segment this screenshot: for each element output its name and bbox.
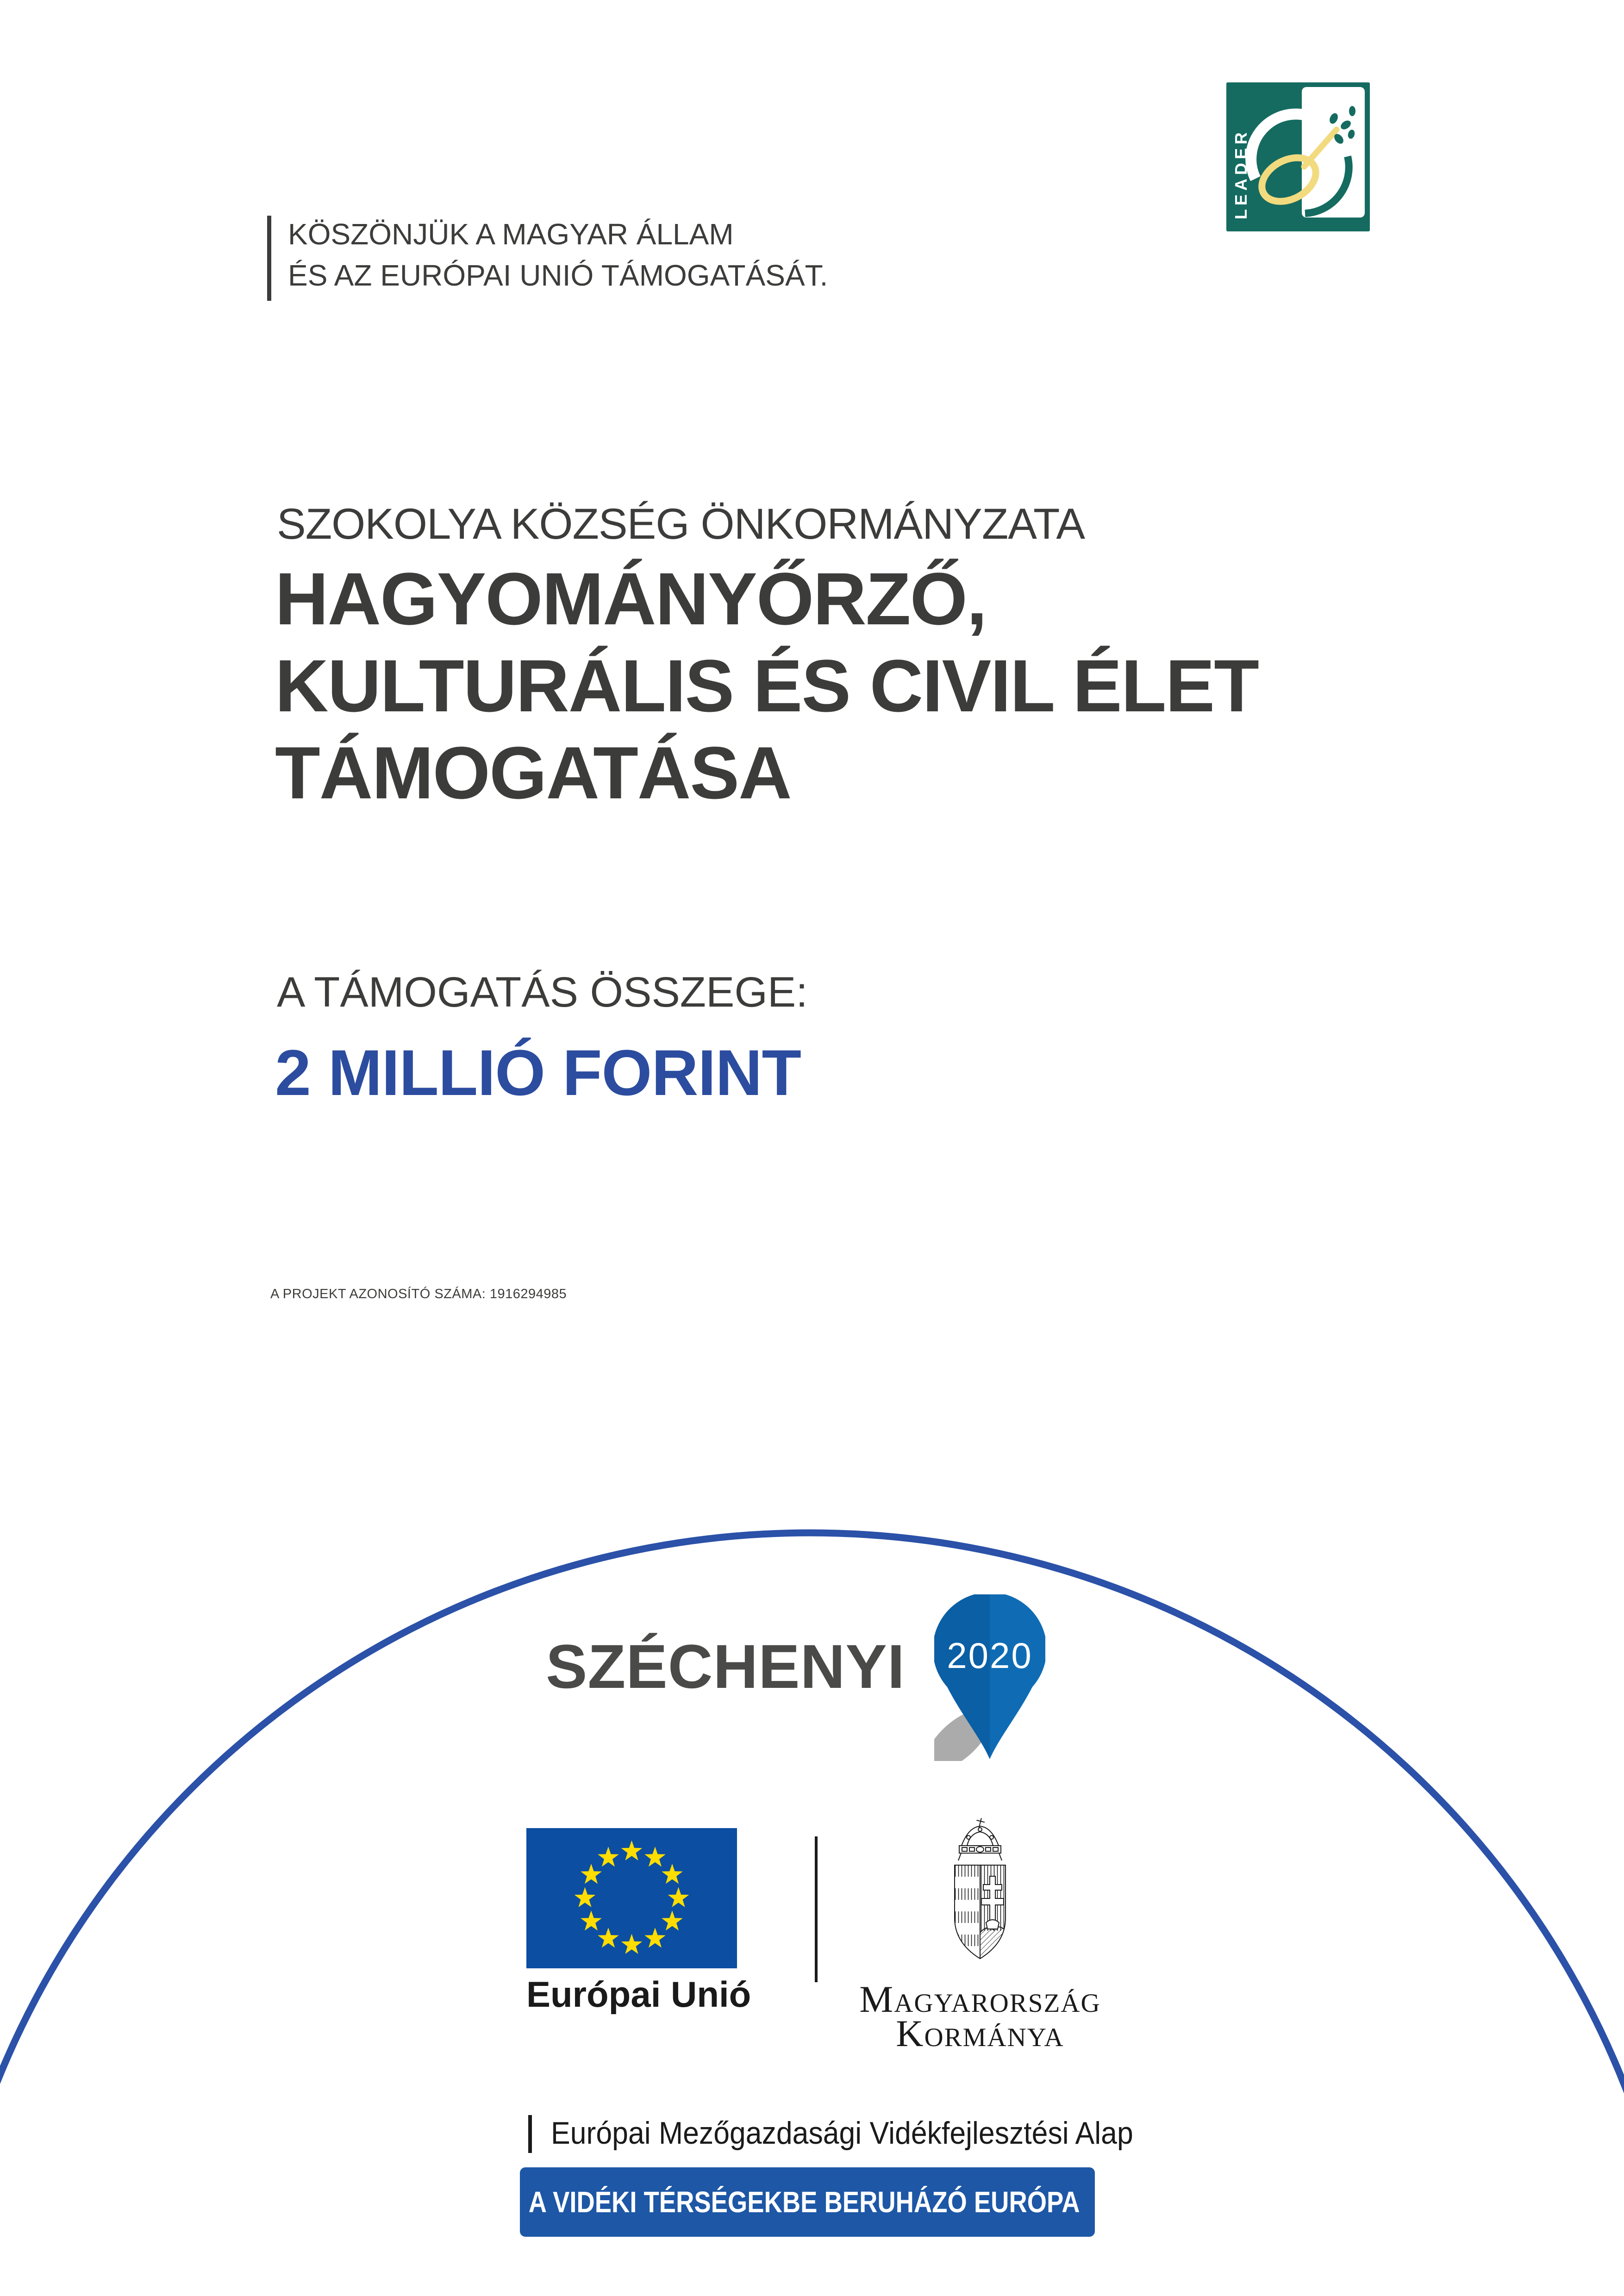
project-owner: SZOKOLYA KÖZSÉG ÖNKORMÁNYZATA [277,499,1085,548]
project-title [275,555,1258,816]
eu-flag-icon [526,1828,737,1968]
thanks-accent-bar [267,216,271,301]
szechenyi-year: 2020 [947,1635,1033,1676]
eu-flag-label: Európai Unió [526,1974,751,2015]
government-label [806,1978,1154,2054]
thanks-text [288,214,828,296]
logo-separator-line [815,1836,818,1982]
thanks-line-1: KÖSZÖNJÜK A MAGYAR ÁLLAM [288,218,734,251]
szechenyi-wordmark: SZÉCHENYI [546,1632,905,1701]
project-id-line: A PROJEKT AZONOSÍTÓ SZÁMA: 1916294985 [270,1287,567,1301]
bottom-banner [520,2167,1095,2237]
fund-accent-bar [528,2115,532,2153]
leader-logo [1226,82,1370,231]
thanks-line-2: ÉS AZ EURÓPAI UNIÓ TÁMOGATÁSÁT. [288,259,828,292]
fund-label: Európai Mezőgazdasági Vidékfejlesztési Alap [551,2116,1133,2151]
grant-amount-label: A TÁMOGATÁS ÖSSZEGE: [277,969,808,1016]
leader-wordmark: LEADER [1231,128,1250,219]
bottom-banner-label: A VIDÉKI TÉRSÉGEKBE BERUHÁZÓ EURÓPA [528,2185,1080,2219]
grant-amount-value: 2 MILLIÓ FORINT [275,1036,801,1109]
government-line-1: Magyarország [859,1978,1101,2020]
project-title-line-2: KULTURÁLIS ÉS CIVIL ÉLET [275,644,1258,727]
szechenyi-pin-icon [934,1594,1045,1761]
project-title-line-1: HAGYOMÁNYŐRZŐ, [275,557,987,640]
hungary-coat-of-arms-icon [941,1817,1019,1972]
project-title-line-3: TÁMOGATÁSA [275,731,791,814]
government-line-2: Kormánya [896,2012,1064,2054]
